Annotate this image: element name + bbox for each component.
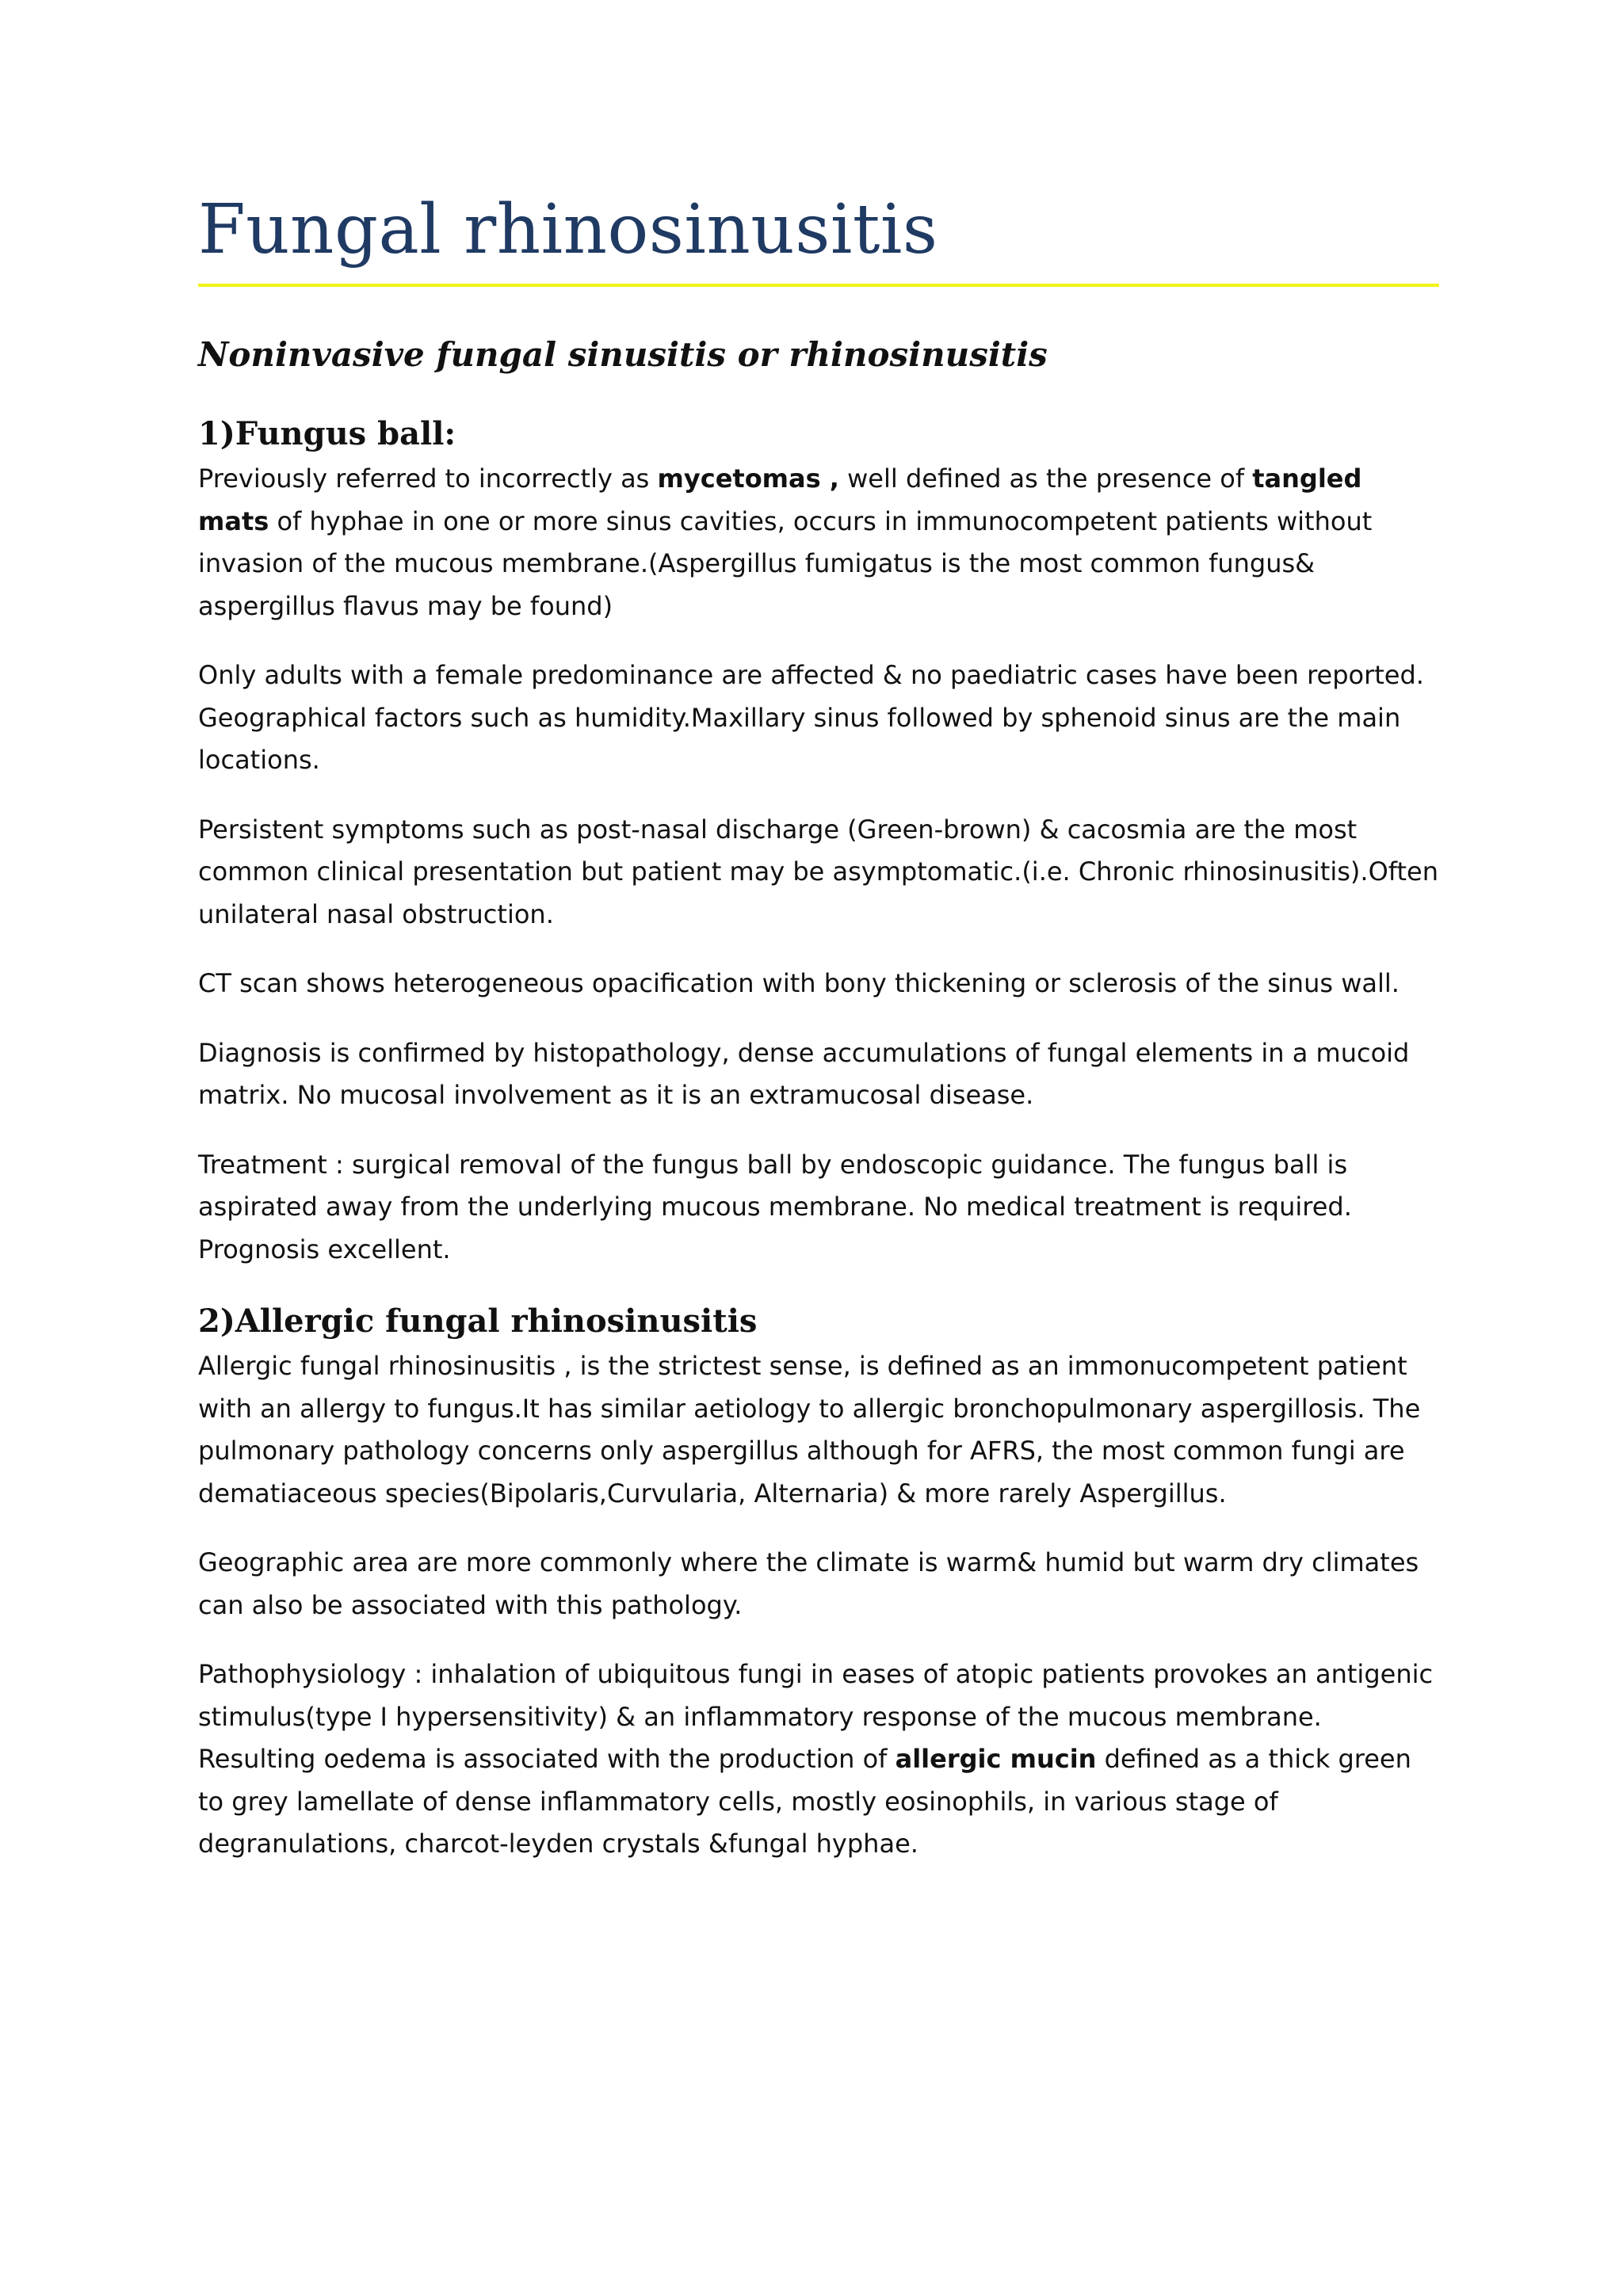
fungus-ball-heading: 1)Fungus ball: [198,415,456,452]
text-run: well defined as the presence of [838,463,1253,494]
section-subtitle: Noninvasive fungal sinusitis or rhinosinusitis [198,335,1048,374]
fungus-ball-paragraph-1 [198,458,1439,627]
text-run: of hyphae in one or more sinus cavities, occurs in immunocompetent patients without invasion of the mucous membrane.(Aspergillus fumigatus is the most common fungus& aspergillus flavus may be found) [198,505,1373,621]
fungus-ball-paragraph-5: Diagnosis is confirmed by histopathology, dense accumulations of fungal elements in a mucoid matrix. No mucosal involvement as it is an extramucosal disease. [198,1037,1410,1110]
text-run: Previously referred to incorrectly as [198,463,658,494]
allergic-fungal-paragraph-3 [198,1653,1439,1866]
document-title: Fungal rhinosinusitis [198,190,938,269]
bold-term-mycetomas: mycetomas , [657,463,839,494]
allergic-fungal-paragraph-1: Allergic fungal rhinosinusitis , is the strictest sense, is defined as an immonucompetent patient with an allergy to fungus.It has similar aetiology to allergic bronchopulmonary aspergillosis. The pulmonary pathology concerns only aspergillus although for AFRS, the most common fungi are dematiaceous species(Bipolaris,Curvularia, Alternaria) & more rarely Aspergillus. [198,1351,1421,1508]
text-run: Pathophysiology : inhalation of ubiquitous fungi in eases of atopic patients provokes an antigenic stimulus(type I hypersensitivity) & an inflammatory response of the mucous membrane. Resulting oedema is associated with the production of [198,1659,1434,1774]
text-run: defined as a thick green to grey lamellate of dense inflammatory cells, mostly eosinophils, in various stage of degranulations, charcot-leyden crystals &fungal hyphae. [198,1744,1411,1859]
fungus-ball-paragraph-2: Only adults with a female predominance are affected & no paediatric cases have been reported. Geographical factors such as humidity.Maxillary sinus followed by sphenoid sinus are the main locations. [198,660,1424,775]
allergic-fungal-heading: 2)Allergic fungal rhinosinusitis [198,1302,758,1340]
allergic-fungal-paragraph-2: Geographic area are more commonly where the climate is warm& humid but warm dry climates can also be associated with this pathology. [198,1547,1419,1620]
fungus-ball-paragraph-4: CT scan shows heterogeneous opacification with bony thickening or sclerosis of the sinus wall. [198,968,1400,998]
fungus-ball-paragraph-3: Persistent symptoms such as post-nasal discharge (Green-brown) & cacosmia are the most common clinical presentation but patient may be asymptomatic.(i.e. Chronic rhinosinusitis).Often unilateral nasal obstruction. [198,814,1438,929]
bold-term-tangled-mats: tangled mats [198,463,1362,536]
document-page [198,182,1439,1893]
bold-term-allergic-mucin: allergic mucin [895,1744,1097,1774]
title-underline-rule [198,284,1439,287]
fungus-ball-paragraph-6: Treatment : surgical removal of the fungus ball by endoscopic guidance. The fungus ball is aspirated away from the underlying mucous membrane. No medical treatment is required. Prognosis excellent. [198,1149,1352,1264]
